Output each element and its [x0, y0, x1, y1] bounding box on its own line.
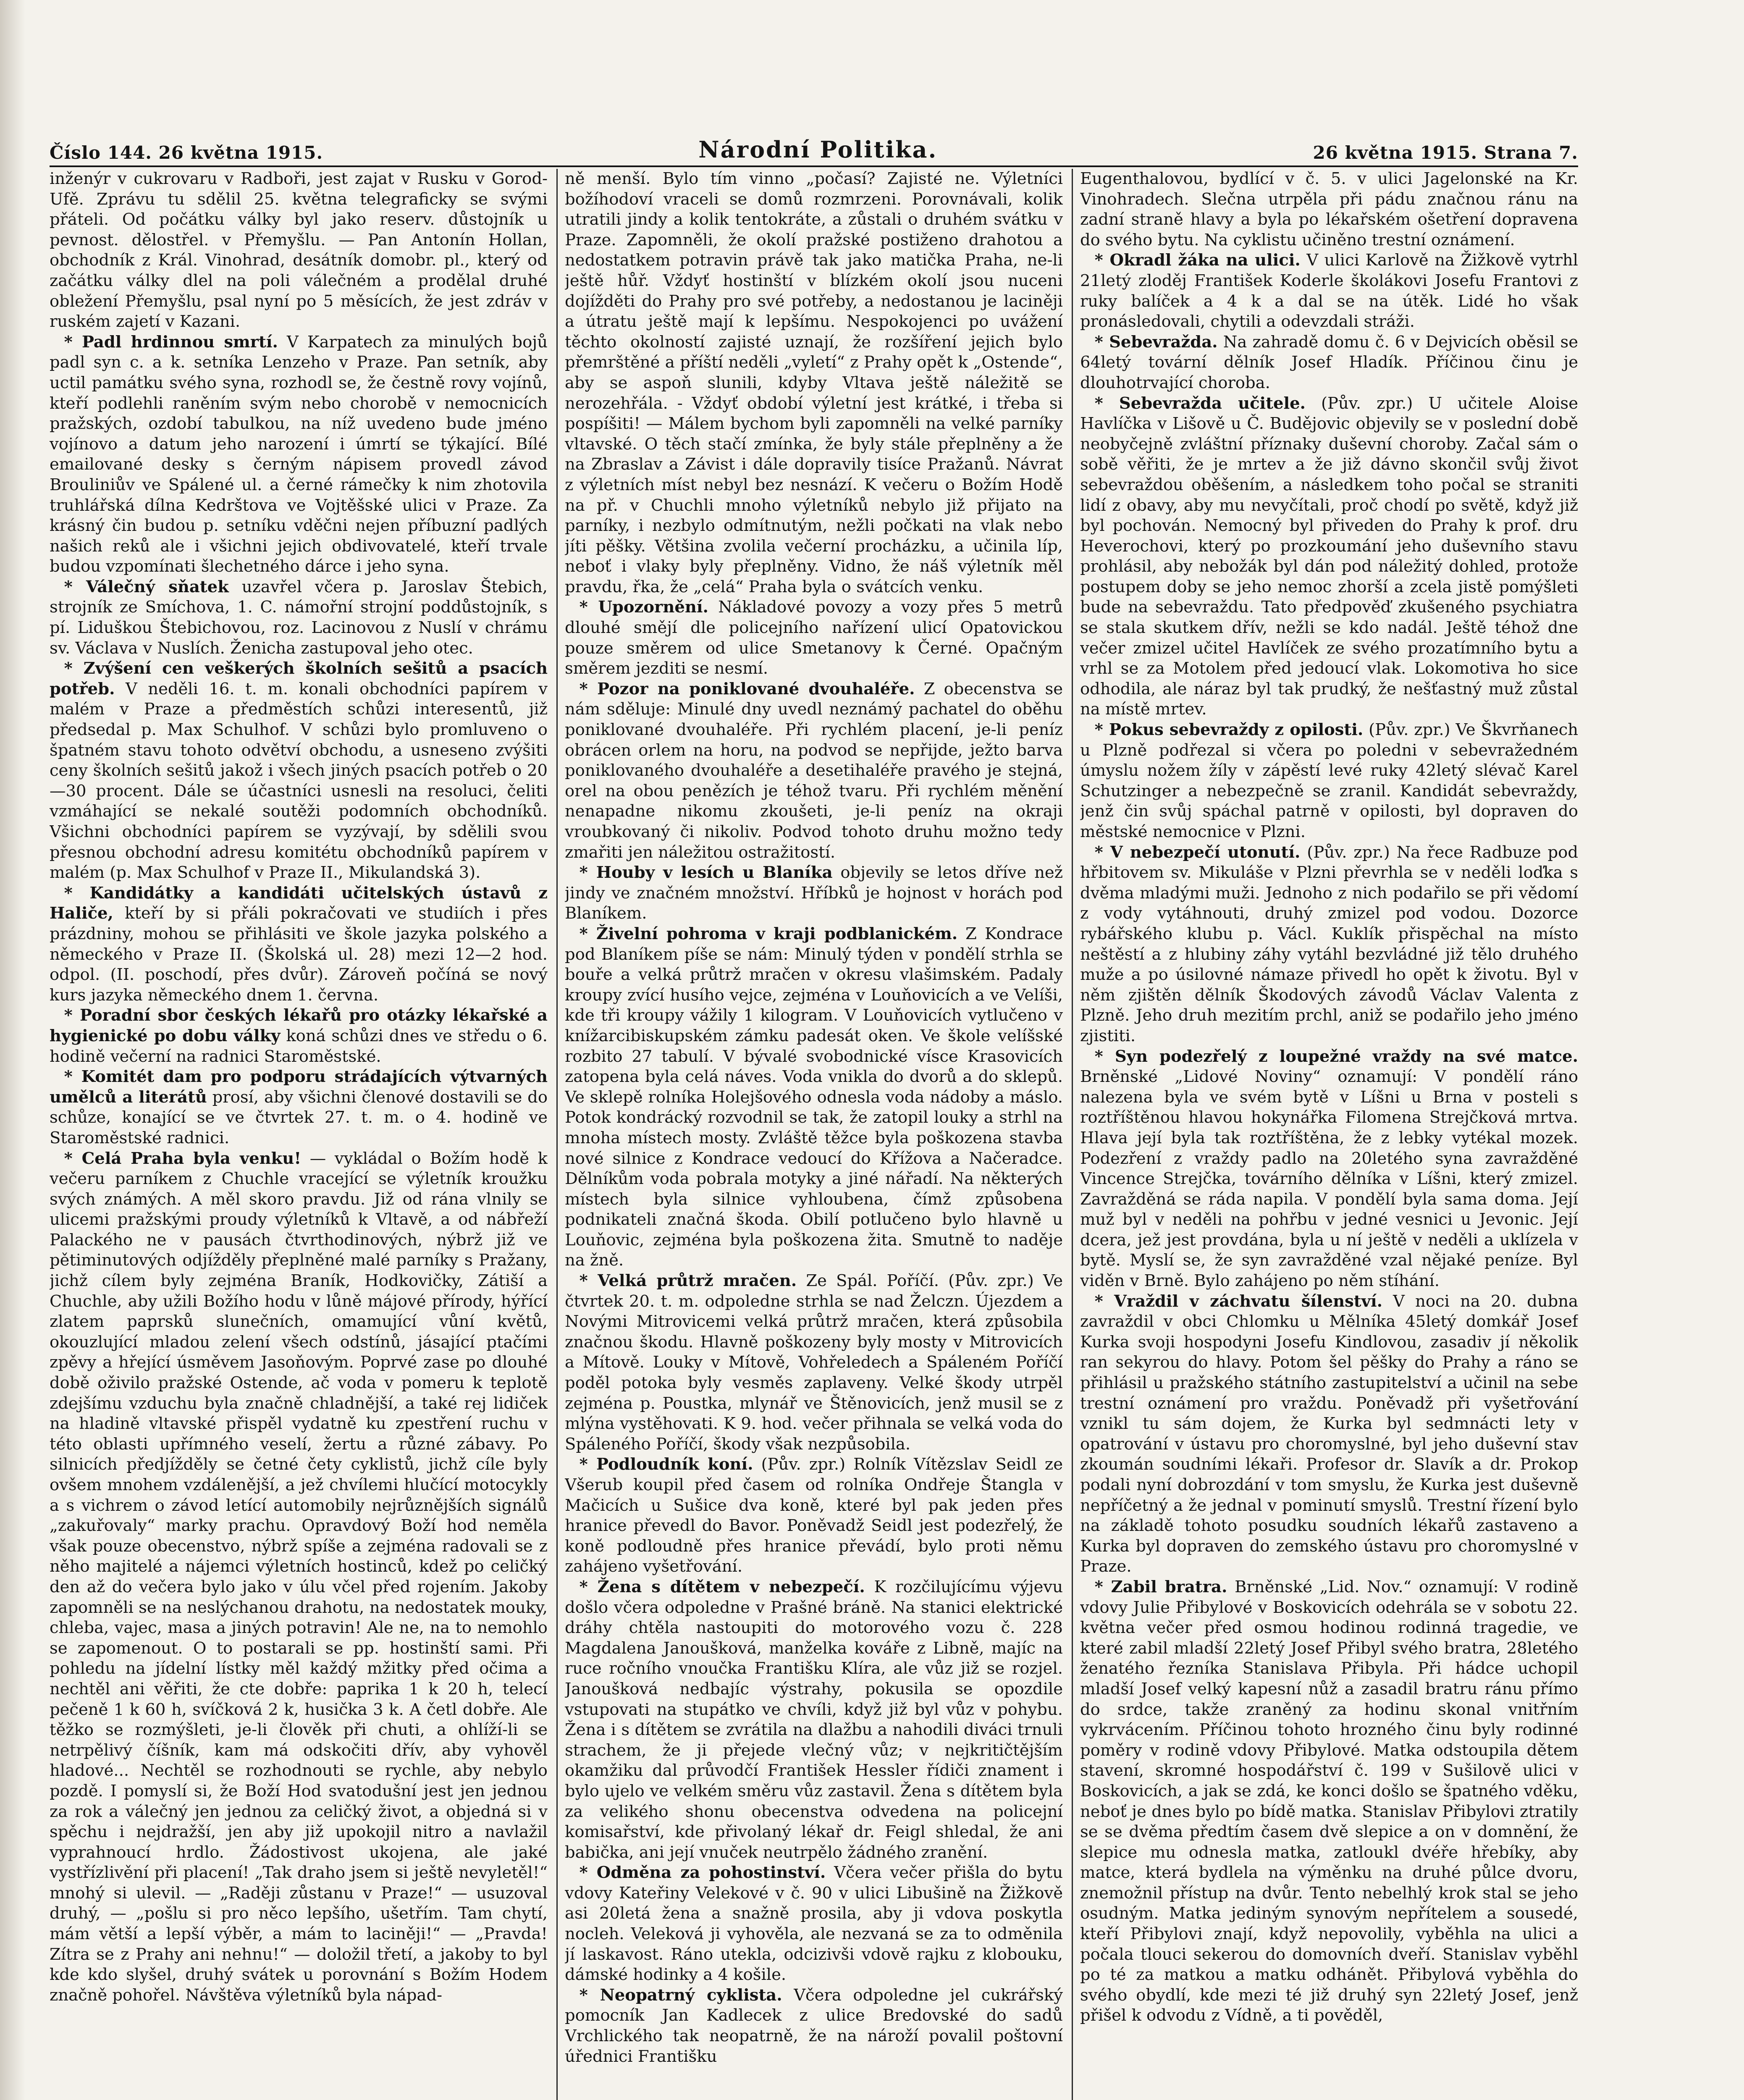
article-heading: * Sebevražda.: [1094, 332, 1218, 352]
article-text: koná schůzi dnes ve středu o 6. hodině večerní na radnici Staroměstské.: [50, 1026, 548, 1066]
article-text: Brněnské „Lid. Nov.“ oznamují: V rodině vdovy Julie Přibylové v Boskovicích odehrála se v sobotu 22. května večer před osmou hodinou rodinná tragedie, ve které zabil mladší 22letý Josef Přibyl svého bratra, 28letého ženatého řezníka Stanislava Přibyla. Při hádce uchopil mladší Josef velký kapesní nůž a zasadil bratru ránu přímo do srdce, takže zraněný za hodinu skonal vnitřním vykrvácením. Příčinou tohoto hrozného činu byly rodinné poměry v rodině vdovy Přibylové. Matka odstoupila dětem stavení, skromné hospodářství č. 199 v Sušilově ulici v Boskovicích, a jak se zdá, ke konci došlo se špatného vděku, neboť je dnes bylo po bídě matka. Stanislav Přibylovi ztratily se se dvěma předtím časem dvě slepice a on v domnění, že slepice mu odnesla matka, zatloukl dvéře hřebíky, aby matce, která bydlela na výměnku na druhé půlce dvoru, znemožnil přístup na dvůr. Tento nebelhlý krok stal se jeho osudným. Matka jediným synovým nepřítelem a sousedé, kteří Přibylovi znají, když nepovolily, vyběhla na ulici a počala tlouci sekerou do domovních dveří. Stanislav vyběhl po té za matkou a matku odhánět. Přibylová vyběhla do svého obydlí, kde mezi té již druhý syn 22letý Josef, jenž přišel k odvodu z Vídně, a ti pověděl,: [1080, 1577, 1578, 2025]
article-text: uzavřel včera p. Jaroslav Štebich, strojník ze Smíchova, 1. C. námořní strojní poddůstojník, s pí. Liduškou Štebichovou, roz. Lacinovou z Nuslí v chrámu sv. Václava v Nuslích. Ženicha zastupoval jeho otec.: [50, 577, 548, 658]
article-paragraph: [1080, 332, 1578, 394]
newspaper-page: [50, 134, 1578, 2100]
article-paragraph: [565, 1985, 1063, 2067]
article-paragraph: [50, 1067, 548, 1148]
article-text: Z Kondrace pod Blaníkem píše se nám: Minulý týden v pondělí strhla se bouře a velká průtrž mračen v okresu vlašimském. Padaly kroupy zvící husího vejce, zejména v Louňovicích a ve Velíši, kde tři kroupy vážily 1 kilogram. V Louňovicích vytlučeno v knížarcibiskupském zámku padesát oken. Ve škole velíšské rozbito 27 tabulí. V bývalé svobodnické vísce Krasovicích zatopena byla celá náves. Voda vnikla do dvorů a do sklepů. Ve sklepě rolníka Holejšového odnesla voda nádoby a máslo. Potok kondrácký rozvodnil se tak, že zatopil louky a strhl na mnoha místech mosty. Zvláště těžce byla poškozena stavba nové silnice z Kondrace vedoucí do Křížova a Načeradce. Dělníkům voda pobrala motyky a jiné nářadí. Na některých místech byla silnice vyhloubena, čímž způsobena podnikateli značná škoda. Obilí potlučeno bylo hlavně u Louňovic, zejména byla poškozena žita. Smutně to naděje na žně.: [565, 924, 1063, 1270]
article-paragraph: [565, 1577, 1063, 1863]
article-paragraph: [1080, 169, 1578, 250]
article-heading: * Kandidátky a kandidáti učitelských ústavů z Haliče,: [50, 883, 548, 923]
header-rule: [50, 165, 1578, 167]
article-paragraph: [565, 1863, 1063, 1985]
article-paragraph: [50, 1005, 548, 1067]
masthead-title: Národní Politika.: [698, 136, 938, 163]
article-text: Včera večer přišla do bytu vdovy Kateřiny Velekové v č. 90 v ulici Libušině na Žižkově asi 20letá žena a snažně prosila, aby ji vdova poskytla nocleh. Veleková ji vyhověla, ale nezvaná se za to odměnila jí laskavost. Ráno utekla, odcizivši vdově rajku z klobouku, dámské hodinky a 4 košile.: [565, 1863, 1063, 1984]
article-paragraph: [50, 169, 548, 332]
column-divider: [556, 169, 558, 2100]
article-text: Z obecenstva se nám sděluje: Minulé dny uvedl neznámý pachatel do oběhu poniklované dvouhaléře. Při rychlém placení, je-li peníz obrácen orlem na horu, na podvod se nepřijde, ježto barva poniklovaného dvouhaléře a desetihaléře pravého je stejná, orel na obou penězích je téhož tvaru. Při rychlém měnění nenapadne nikomu zkoušeti, je-li peníz na okraji vroubkovaný či nikoliv. Podvod tohoto druhu možno tedy zmařiti jen náležitou ostražitostí.: [565, 679, 1063, 862]
article-text: Včera odpoledne jel cukrářský pomocník Jan Kadlecek z ulice Bredovské do sadů Vrchlického tak neopatrně, že na nároží povalil poštovní úřednici Františku: [565, 1985, 1063, 2066]
article-text: Brněnské „Lidové Noviny“ oznamují: V pondělí ráno nalezena byla ve svém bytě v Líšni u Brna v posteli s roztříštěnou hlavou hokynářka Filomena Strejčková mrtva. Hlava její byla tak roztříštěna, že z lebky vytékal mozek. Podezření z vraždy padlo na 20letého syna zavražděné Vincence Strejčka, továrního dělníka v Líšni, který zmizel. Zavražděná se ráda napila. V pondělí byla sama doma. Její muž byl v neděli na pohřbu v jedné vesnici u Jevonic. Její dcera, jež jest provdána, byla u ní ještě v neděli a uklízela v bytě. Myslí se, že syn zavražděné vzal nějaké peníze. Byl viděn v Brně. Bylo zahájeno po něm stíhání.: [1080, 1067, 1578, 1291]
article-paragraph: [1080, 843, 1578, 1047]
page-header: [50, 134, 1578, 163]
article-text: V Karpatech za minulých bojů padl syn c. a k. setníka Lenzeho v Praze. Pan setník, aby uctil památku svého syna, rozhodl se, že čestně rovy vojínů, kteří podlehli raněním svým nebo chorobě v nemocnicích pražských, ozdobí tabulkou, na níž uvedeno bude jméno vojínovo a datum jeho narození i úmrtí se týkající. Bílé emailované desky s černým nápisem provedl závod Brouliniův ve Spálené ul. a černé rámečky k nim zhotovila truhlářská dílna Kedrštova ve Vojtěšské ulici v Praze. Za krásný čin budou p. setníku vděčni nejen příbuzní padlých našich reků ale i všichni jejich obdivovatelé, kteří trvale budou vzpomínati šlechetného dárce i jeho syna.: [50, 332, 548, 576]
date-page-number: 26 května 1915. Strana 7.: [1313, 142, 1578, 163]
article-text: inženýr v cukrovaru v Radboři, jest zajat v Rusku v Gorod-Ufě. Zprávu tu sdělil 25. května telegraficky se svými přáteli. Od počátku války byl jako reserv. důstojník u pevnost. dělostřel. v Přemyšlu. — Pan Antonín Hollan, obchodník z Král. Vinohrad, desátník domobr. pl., který od začátku války dlel na poli válečném a prodělal druhé obležení Přemyšlu, psal nyní po 5 měsících, že jest zdráv v ruském zajetí v Kazani.: [50, 169, 548, 331]
article-text: (Pův. zpr.) U učitele Aloise Havlíčka v Lišově u Č. Budějovic objevily se v poslední době neobyčejně zvláštní příznaky duševní choroby. Začal sám o sobě věřiti, že je mrtev a že již dávno skončil svůj život sebevraždou oběšením, a následkem toho počal se straniti lidí z obavy, aby mu nevyčítali, proč chodí po světě, když již byl pochován. Nemocný byl přiveden do Prahy k prof. dru Heverochovi, který po prozkoumání jeho duševního stavu prohlásil, aby nebožák byl dán pod náležitý dohled, protože postupem doby se jeho nemoc zhorší a zcela jistě pomýšleti bude na sebevraždu. Tato předpověď zkušeného psychiatra se stala skutkem dřív, nežli se kdo nadál. Ještě téhož dne večer zmizel učitel Havlíček ze svého prozatímního bytu a vrhl se za Motolem před jedoucí vlak. Lokomotiva ho sice odhodila, ale náraz byl tak prudký, že nešťastný muž zůstal na místě mrtev.: [1080, 394, 1578, 719]
article-heading: * Žena s dítětem v nebezpečí.: [579, 1577, 865, 1596]
article-heading: * Podloudník koní.: [579, 1455, 753, 1474]
article-paragraph: [1080, 250, 1578, 332]
article-heading: * Okradl žáka na ulici.: [1094, 251, 1301, 270]
article-heading: * Syn podezřelý z loupežné vraždy na své matce.: [1094, 1047, 1578, 1066]
scan-edge-shadow: [0, 0, 25, 2100]
article-heading: * Padl hrdinnou smrtí.: [64, 332, 278, 352]
article-text: V neděli 16. t. m. konali obchodníci papírem v malém v Praze a předměstích schůzi interesentů, již předsedal p. Max Schulhof. V schůzi bylo promluveno o špatném stavu tohoto odvětví obchodu, a usneseno zvýšiti ceny školních sešitů jakož i všech jiných psacích potřeb o 20—30 procent. Dále se účastníci usnesli na resoluci, čeliti vzmáhající se nekalé soutěži podomních obchodníků. Všichni obchodníci papírem se vyzývají, by sdělili svou přesnou obchodní adresu komitétu obchodníků papírem v malém (p. Max Schulhof v Praze II., Mikulandská 3).: [50, 679, 548, 882]
column-divider: [1072, 169, 1073, 2100]
article-heading: * Válečný sňatek: [64, 577, 229, 596]
article-text: Nákladové povozy a vozy přes 5 metrů dlouhé smějí dle policejního nařízení ulicí Opatovickou pouze směrem od ulice Smetanovy k Černé. Opačným směrem jezditi se nesmí.: [565, 598, 1063, 678]
article-paragraph: [1080, 1047, 1578, 1292]
column-3: [1080, 169, 1578, 2100]
article-heading: * Neopatrný cyklista.: [579, 1985, 782, 2005]
article-paragraph: [50, 577, 548, 659]
article-paragraph: [565, 169, 1063, 597]
article-heading: * Poradní sbor českých lékařů pro otázky lékařské a hygienické po dobu války: [50, 1006, 548, 1045]
article-paragraph: [50, 1149, 548, 2006]
article-text: K rozčilujícímu výjevu došlo včera odpoledne v Prašné bráně. Na stanici elektrické dráhy chtěla nastoupiti do motorového vozu č. 228 Magdalena Janoušková, manželka kováře z Libně, majíc na ruce ročního vnoučka Františku Klíra, ale vůz již se rozjel. Janoušková nedbajíc výstrahy, pokusila se opozdile vstupovati na stupátko ve chvíli, když již byl vůz v pohybu. Žena i s dítětem se zvrátila na dlažbu a nahodili diváci trnuli strachem, že ji přejede vlečný vůz; v nejkritičtějším okamžiku dal průvodčí František Hessler řídiči znament i bylo ujelo ve velkém směru vůz zastavil. Žena s dítětem byla za velikého shonu obecenstva odvedena na policejní komisařství, kde přivolaný lékař dr. Feigl shledal, že ani babička, ani její vnuček neutrpělo žádného zranění.: [565, 1577, 1063, 1862]
article-text: Ze Spál. Poříčí. (Pův. zpr.) Ve čtvrtek 20. t. m. odpoledne strhla se nad Želczn. Újezdem a Novými Mitrovicemi velká průtrž mračen, která způsobila značnou škodu. Hlavně poškozeny byly mosty v Mitrovicích a Mítově. Louky v Mítově, Vohřeledech a Spáleném Poříčí poděl potoka byly vesměs zaplaveny. Velké škody utrpěl zejména p. Poustka, mlynář ve Štěnovicích, jenž musil se z mlýna vystěhovati. K 9. hod. večer přihnala se velká voda do Spáleného Poříčí, škody však nezpůsobila.: [565, 1271, 1063, 1454]
article-heading: * V nebezpečí utonutí.: [1094, 843, 1301, 862]
text-columns: [50, 169, 1578, 2100]
column-2: [565, 169, 1063, 2100]
article-text: V noci na 20. dubna zavraždil v obci Chlomku u Mělníka 45letý domkář Josef Kurka svoji hospodyni Josefu Kindlovou, zasadiv jí několik ran sekyrou do hlavy. Potom šel pěšky do Prahy a ráno se přihlásil u pražského státního zastupitelství a učinil na sebe trestní oznámení pro vraždu. Poněvadž při vyšetřování vznikl tu sám dojem, že Kurka byl sedmnácti lety v opatrování v ústavu pro choromyslné, byl jeho duševní stav zkoumán soudními lékaři. Profesor dr. Slavík a dr. Prokop podali nyní dobrozdání v tom smyslu, že Kurka jest duševně nepříčetný a že jednal v pominutí smyslů. Trestní řízení bylo na základě tohoto posudku soudních lékařů zastaveno a Kurka byl dopraven do zemského ústavu pro choromyslné v Praze.: [1080, 1292, 1578, 1576]
article-paragraph: [565, 1271, 1063, 1454]
article-paragraph: [50, 883, 548, 1006]
article-heading: * Upozornění.: [579, 598, 708, 617]
article-paragraph: [1080, 394, 1578, 720]
article-heading: * Odměna za pohostinství.: [579, 1863, 826, 1882]
article-heading: * Živelní pohroma v kraji podblanickém.: [579, 924, 958, 943]
article-text: — vykládal o Božím hodě k večeru parníkem z Chuchle vracející se výletník kroužku svých známých. A měl skoro pravdu. Již od rána vlnily se ulicemi pražskými proudy výletníků k Vltavě, a od nábřeží Palackého ne v pausách čtvrthodinových, nýbrž již ve pětiminutových odjížděly přeplněné malé parníky s Pražany, jichž cílem byly zejména Braník, Hodkovičky, Zátiší a Chuchle, aby užili Božího hodu v lůně májové přírody, hýřící zlatem paprsků slunečních, omamující vůní květů, okouzlující mladou zelení všech odstínů, jásající ptačími zpěvy a hřející úsměvem Jasoňovým. Poprvé zase po dlouhé době oživilo pražské Ostende, ač voda v pomeru k teplotě zdejšímu vzduchu byla značně chladnější, a také rej lidiček na hladině vltavské přispěl vydatně ku zpestření ruchu v této oblasti upřímného veselí, žertu a různé zábavy. Po silnicích předjížděly se četné čety cyklistů, jichž cíle byly ovšem mnohem vzdálenější, a jež chvílemi hlučící motocykly a s vichrem o závod letící automobily nejrůznějších signálů „zakuřovaly“ marky prachu. Opravdový Boží hod neměla však pouze obecenstvo, nýbrž spíše a zejména radovali se z něho majitelé a nájemci výletních hostinců, kdež po celičký den až do večera bylo jako v úlu včel před rojením. Jakoby zapomněli se na neslýchanou drahotu, na nedostatek mouky, chleba, vajec, masa a jiných potravin! Ale ne, na to nemohlo se zapomenout. O to postarali se pp. hostinští sami. Při pohledu na jídelní lístky měl každý mžitky před očima a nechtěl ani věřiti, že cte dobře: paprika 1 k 20 h, telecí pečeně 1 k 60 h, svíčková 2 k, husička 3 k. A četl dobře. Ale těžko se rozmýšleti, je-li člověk při chuti, a ohlíží-li se netrpělivý číšník, kam má odskočiti dřív, aby vyhověl hladové... Nechtěl se rozhodnouti se rychle, aby nebylo pozdě. I pomyslí si, že Boží Hod svatodušní jest jen jednou za rok a válečný jen jednou za celičký život, a objedná si v spěchu i nejdražší, jen aby již upokojil nitro a navlažil vyprahnoucí hrdlo. Žádostivost ukojena, ale jaké vystřízlivění při placení! „Tak draho jsem si ještě nevyletěl!“ mnohý si ulevil. — „Raději zůstanu v Praze!“ — usuzoval druhý, — „pošlu si pro něco lepšího, ušetřím. Tam chytí, mám větší a lepší výběr, a mám to laciněji!“ — „Pravda! Zítra se z Prahy ani nehnu!“ — doložil třetí, a jakoby to byl kde kdo slyšel, druhý svátek u porovnání s Božím Hodem značně pohořel. Návštěva výletníků byla nápad-: [50, 1149, 548, 2005]
article-heading: * Velká průtrž mračen.: [579, 1271, 797, 1291]
article-paragraph: [50, 332, 548, 577]
column-1: [50, 169, 548, 2100]
article-paragraph: [1080, 1577, 1578, 2026]
article-paragraph: [565, 679, 1063, 863]
article-heading: * Houby v lesích u Blaníka: [579, 863, 833, 882]
article-heading: * Zabil bratra.: [1094, 1577, 1227, 1596]
article-text: kteří by si přáli pokračovati ve studiích i přes prázdniny, mohou se přihlásiti ve škole jazyka polského a německého v Praze II. (Školská ul. 28) mezi 12—2 hod. odpol. (II. poschodí, přes dvůr). Zároveň počíná se nový kurs jazyka německého dnem 1. června.: [50, 904, 548, 1005]
article-heading: * Sebevražda učitele.: [1094, 394, 1306, 413]
article-text: prosí, aby všichni členové dostavili se do schůze, konající se ve čtvrtek 27. t. m. o 4. hodině ve Staroměstské radnici.: [50, 1087, 548, 1147]
article-paragraph: [565, 863, 1063, 924]
article-paragraph: [565, 1454, 1063, 1577]
article-paragraph: [50, 659, 548, 883]
article-paragraph: [565, 924, 1063, 1271]
article-paragraph: [1080, 720, 1578, 843]
article-heading: * Pozor na poniklované dvouhaléře.: [579, 679, 915, 698]
article-paragraph: [1080, 1292, 1578, 1577]
article-heading: * Celá Praha byla venku!: [64, 1149, 302, 1168]
article-text: V ulici Karlově na Žižkově vytrhl 21letý zloděj František Koderle školákovi Josefu Frantovi z ruky balíček a 4 k a dal se na útěk. Lidé ho však pronásledovali, chytili a odevzdali stráži.: [1080, 251, 1578, 331]
article-heading: * Komitét dam pro podporu strádajících výtvarných umělců a literátů: [50, 1067, 548, 1107]
article-text: (Pův. zpr.) Na řece Radbuze pod hřbitovem sv. Mikuláše v Plzni převrhla se v neděli loďka s dvěma mladými muži. Jednoho z nich podařilo se při vědomí z vody vytáhnouti, druhý zmizel pod vodou. Dozorce rybářského klubu p. Václ. Kuklík přispěchal na místo neštěstí a z hlubiny záhy vytáhl bezvládné již tělo druhého muže a po úsilovné námaze přivedl ho opět k životu. Byl v něm zjištěn dělník Škodových závodů Václav Valenta z Plzně. Jeho druh mezitím prchl, aniž se podařilo jeho jméno zjistiti.: [1080, 843, 1578, 1045]
article-text: Na zahradě domu č. 6 v Dejvicích oběsil se 64letý tovární dělník Josef Hladík. Příčinou činu je dlouhotrvající choroba.: [1080, 332, 1578, 392]
article-text: objevily se letos dříve než jindy ve značném množství. Hříbků je hojnost v horách pod Blaníkem.: [565, 863, 1063, 923]
article-heading: * Pokus sebevraždy z opilosti.: [1094, 720, 1364, 740]
article-text: ně menší. Bylo tím vinno „počasí? Zajisté ne. Výletníci božíhodoví vraceli se domů rozmrzeni. Porovnávali, kolik utratili jindy a kolik tentokráte, a zůstali o druhém svátku v Praze. Zapomněli, že okolí pražské postiženo drahotou a nedostatkem potravin právě tak jako matička Praha, ne-li ještě hůř. Vždyť hostinští v blízkém okolí jsou nuceni dojížděti do Prahy pro své potřeby, a nedostanou je laciněji a útratu ještě mají k lepšímu. Nespokojenci po uvážení těchto okolností zajisté uznají, že rozšíření jejich bylo přemrštěné a příští neděli „vyletí“ z Prahy opět k „Ostende“, aby se aspoň slunili, kdyby Vltava ještě náležitě se nerozehřála. - Vždyť období výletní jest krátké, i třeba si pospíšiti! — Málem bychom byli zapomněli na velké parníky vltavské. O těch stačí zmínka, že byly stále přeplněny a že na Zbraslav a Závist i dále dopravily tisíce Pražanů. Návrat z výletních míst nebyl bez nesnází. K večeru o Božím Hodě na př. v Chuchli mnoho výletníků nebylo již přijato na parníky, i nezbylo odmítnutým, nežli počkati na vlak nebo jíti pěšky. Většina zvolila večerní procházku, a učinila líp, neboť i vlaky byly přeplněny. Vidno, že náš výletník měl pravdu, řka, že „celá“ Praha byla o svátcích venku.: [565, 169, 1063, 596]
article-text: Eugenthalovou, bydlící v č. 5. v ulici Jagelonské na Kr. Vinohradech. Slečna utrpěla při pádu značnou ránu na zadní straně hlavy a byla po lékařském ošetření dopravena do svého bytu. Na cyklistu učiněno trestní oznámení.: [1080, 169, 1578, 249]
issue-number-date: Číslo 144. 26 května 1915.: [50, 142, 323, 163]
article-heading: * Zvýšení cen veškerých školních sešitů a psacích potřeb.: [50, 659, 548, 698]
article-text: (Pův. zpr.) Ve Škvrňanech u Plzně podřezal si včera po poledni v sebevražedném úmyslu nožem žíly v zápěstí levé ruky 42letý slévač Karel Schutzinger a nebezpečně se zranil. Kandidát sebevraždy, jenž čin svůj spáchal patrně v opilosti, byl dopraven do městské nemocnice v Plzni.: [1080, 720, 1578, 841]
article-text: (Pův. zpr.) Rolník Vítězslav Seidl ze Všerub koupil před časem od rolníka Ondřeje Štangla v Mačicích u Sušice dva koně, které byl pak jeden přes hranice převedl do Bavor. Poněvadž Seidl jest podezřelý, že koně podloudně přes hranice převádí, bylo proti němu zahájeno vyšetřování.: [565, 1455, 1063, 1576]
article-heading: * Vraždil v záchvatu šílenství.: [1094, 1292, 1382, 1311]
article-paragraph: [565, 597, 1063, 679]
